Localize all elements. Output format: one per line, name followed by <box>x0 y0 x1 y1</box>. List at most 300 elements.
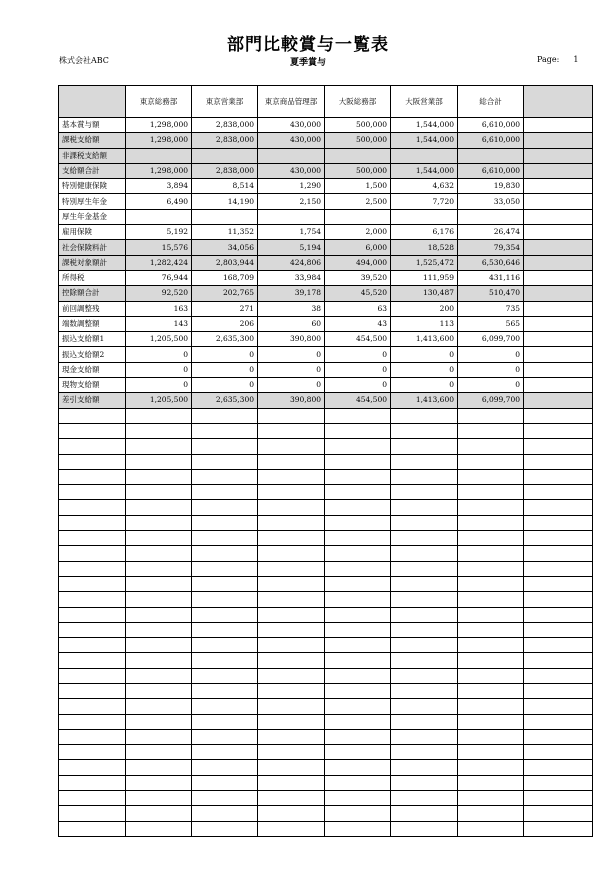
value-cell: 500,000 <box>325 118 391 133</box>
empty-cell <box>391 439 458 454</box>
empty-cell <box>325 683 391 698</box>
empty-cell <box>458 638 524 653</box>
value-cell: 168,709 <box>192 270 258 285</box>
empty-cell <box>325 592 391 607</box>
empty-cell <box>458 668 524 683</box>
empty-cell <box>391 699 458 714</box>
empty-cell <box>192 561 258 576</box>
empty-cell <box>126 485 192 500</box>
empty-cell <box>524 683 593 698</box>
table-row <box>59 286 593 301</box>
empty-cell <box>325 699 391 714</box>
extra-cell <box>524 393 593 408</box>
value-cell: 510,470 <box>458 286 524 301</box>
page-indicator <box>537 55 578 64</box>
table-header-row <box>59 86 593 118</box>
empty-cell <box>192 531 258 546</box>
empty-cell <box>391 775 458 790</box>
empty-cell <box>258 423 325 438</box>
empty-cell <box>192 791 258 806</box>
row-label: 現物支給額 <box>59 378 126 393</box>
value-cell <box>391 148 458 163</box>
empty-cell <box>325 576 391 591</box>
value-cell: 19,830 <box>458 179 524 194</box>
empty-cell <box>59 622 126 637</box>
empty-row <box>59 653 593 668</box>
empty-cell <box>524 760 593 775</box>
value-cell: 14,190 <box>192 194 258 209</box>
row-label: 支給額合計 <box>59 163 126 178</box>
value-cell: 1,298,000 <box>126 118 192 133</box>
empty-cell <box>192 638 258 653</box>
empty-cell <box>391 760 458 775</box>
empty-cell <box>192 454 258 469</box>
empty-cell <box>458 607 524 622</box>
value-cell: 18,528 <box>391 240 458 255</box>
empty-cell <box>325 454 391 469</box>
empty-cell <box>126 454 192 469</box>
value-cell: 33,984 <box>258 270 325 285</box>
value-cell: 60 <box>258 316 325 331</box>
empty-cell <box>391 485 458 500</box>
empty-cell <box>458 729 524 744</box>
empty-cell <box>524 775 593 790</box>
empty-cell <box>325 469 391 484</box>
header-corner-cell <box>59 86 126 118</box>
row-label: 差引支給額 <box>59 393 126 408</box>
value-cell: 1,413,600 <box>391 393 458 408</box>
value-cell: 1,290 <box>258 179 325 194</box>
empty-cell <box>458 775 524 790</box>
empty-cell <box>325 439 391 454</box>
empty-cell <box>258 760 325 775</box>
empty-cell <box>192 729 258 744</box>
value-cell: 0 <box>192 347 258 362</box>
column-header: 東京営業部 <box>192 86 258 118</box>
table-row <box>59 179 593 194</box>
empty-cell <box>126 408 192 423</box>
value-cell: 39,178 <box>258 286 325 301</box>
empty-row <box>59 791 593 806</box>
empty-cell <box>192 439 258 454</box>
empty-cell <box>258 531 325 546</box>
value-cell: 2,635,300 <box>192 393 258 408</box>
empty-cell <box>59 423 126 438</box>
empty-cell <box>126 500 192 515</box>
value-cell: 111,959 <box>391 270 458 285</box>
value-cell: 0 <box>458 347 524 362</box>
value-cell: 7,720 <box>391 194 458 209</box>
empty-cell <box>458 485 524 500</box>
empty-row <box>59 546 593 561</box>
empty-cell <box>258 408 325 423</box>
empty-cell <box>59 775 126 790</box>
value-cell: 3,894 <box>126 179 192 194</box>
value-cell: 0 <box>258 347 325 362</box>
empty-cell <box>59 653 126 668</box>
empty-row <box>59 760 593 775</box>
empty-cell <box>126 469 192 484</box>
empty-cell <box>391 668 458 683</box>
empty-cell <box>524 745 593 760</box>
value-cell: 43 <box>325 316 391 331</box>
value-cell: 2,838,000 <box>192 163 258 178</box>
empty-cell <box>458 408 524 423</box>
value-cell: 1,282,424 <box>126 255 192 270</box>
value-cell: 76,944 <box>126 270 192 285</box>
empty-row <box>59 408 593 423</box>
empty-cell <box>126 561 192 576</box>
empty-row <box>59 469 593 484</box>
empty-cell <box>192 653 258 668</box>
empty-cell <box>391 423 458 438</box>
value-cell: 0 <box>192 378 258 393</box>
value-cell: 1,544,000 <box>391 163 458 178</box>
extra-cell <box>524 118 593 133</box>
empty-cell <box>59 454 126 469</box>
value-cell: 0 <box>126 347 192 362</box>
empty-cell <box>524 714 593 729</box>
empty-cell <box>524 546 593 561</box>
empty-cell <box>458 806 524 821</box>
empty-cell <box>325 760 391 775</box>
value-cell: 33,050 <box>458 194 524 209</box>
empty-cell <box>126 760 192 775</box>
empty-cell <box>59 485 126 500</box>
value-cell: 79,354 <box>458 240 524 255</box>
empty-cell <box>192 745 258 760</box>
row-label: 控除額合計 <box>59 286 126 301</box>
empty-cell <box>524 607 593 622</box>
empty-cell <box>391 729 458 744</box>
empty-cell <box>126 791 192 806</box>
empty-cell <box>325 500 391 515</box>
empty-cell <box>59 668 126 683</box>
value-cell: 8,514 <box>192 179 258 194</box>
value-cell: 0 <box>258 362 325 377</box>
column-header: 総合計 <box>458 86 524 118</box>
empty-row <box>59 500 593 515</box>
empty-cell <box>258 806 325 821</box>
value-cell: 63 <box>325 301 391 316</box>
value-cell: 130,487 <box>391 286 458 301</box>
empty-cell <box>325 423 391 438</box>
empty-cell <box>458 592 524 607</box>
empty-cell <box>59 531 126 546</box>
empty-cell <box>524 806 593 821</box>
empty-cell <box>258 485 325 500</box>
empty-cell <box>258 515 325 530</box>
empty-cell <box>458 760 524 775</box>
empty-cell <box>391 500 458 515</box>
empty-row <box>59 821 593 836</box>
empty-cell <box>524 500 593 515</box>
value-cell <box>458 209 524 224</box>
extra-cell <box>524 209 593 224</box>
row-label: 雇用保険 <box>59 225 126 240</box>
value-cell: 1,413,600 <box>391 332 458 347</box>
table-row <box>59 133 593 148</box>
empty-cell <box>524 454 593 469</box>
empty-cell <box>458 821 524 836</box>
empty-cell <box>524 531 593 546</box>
empty-cell <box>325 791 391 806</box>
empty-cell <box>126 653 192 668</box>
row-label: 課税対象額計 <box>59 255 126 270</box>
value-cell: 390,800 <box>258 393 325 408</box>
empty-row <box>59 576 593 591</box>
value-cell: 1,525,472 <box>391 255 458 270</box>
value-cell: 430,000 <box>258 133 325 148</box>
value-cell: 206 <box>192 316 258 331</box>
empty-row <box>59 485 593 500</box>
empty-cell <box>258 454 325 469</box>
value-cell: 6,610,000 <box>458 163 524 178</box>
bonus-comparison-table <box>58 85 593 837</box>
value-cell: 202,765 <box>192 286 258 301</box>
empty-cell <box>524 592 593 607</box>
table-row <box>59 148 593 163</box>
empty-cell <box>192 469 258 484</box>
table-row <box>59 332 593 347</box>
value-cell <box>325 209 391 224</box>
empty-cell <box>192 760 258 775</box>
empty-cell <box>258 791 325 806</box>
empty-cell <box>192 806 258 821</box>
value-cell: 2,150 <box>258 194 325 209</box>
empty-cell <box>391 408 458 423</box>
value-cell <box>192 148 258 163</box>
empty-cell <box>391 683 458 698</box>
empty-cell <box>258 668 325 683</box>
empty-cell <box>524 791 593 806</box>
column-header: 東京総務部 <box>126 86 192 118</box>
empty-cell <box>126 638 192 653</box>
empty-cell <box>325 515 391 530</box>
empty-cell <box>524 653 593 668</box>
empty-cell <box>325 653 391 668</box>
empty-row <box>59 683 593 698</box>
value-cell: 5,192 <box>126 225 192 240</box>
empty-cell <box>524 638 593 653</box>
value-cell: 6,610,000 <box>458 133 524 148</box>
empty-cell <box>59 592 126 607</box>
value-cell: 0 <box>192 362 258 377</box>
value-cell: 1,298,000 <box>126 133 192 148</box>
empty-cell <box>192 546 258 561</box>
value-cell: 6,490 <box>126 194 192 209</box>
value-cell: 500,000 <box>325 133 391 148</box>
value-cell: 6,000 <box>325 240 391 255</box>
empty-cell <box>59 699 126 714</box>
value-cell: 113 <box>391 316 458 331</box>
value-cell: 0 <box>391 378 458 393</box>
empty-cell <box>458 576 524 591</box>
empty-cell <box>192 592 258 607</box>
empty-cell <box>524 622 593 637</box>
value-cell: 454,500 <box>325 332 391 347</box>
value-cell: 271 <box>192 301 258 316</box>
empty-row <box>59 668 593 683</box>
empty-cell <box>192 622 258 637</box>
empty-cell <box>391 576 458 591</box>
empty-cell <box>325 408 391 423</box>
empty-row <box>59 729 593 744</box>
empty-cell <box>458 439 524 454</box>
empty-cell <box>524 469 593 484</box>
value-cell: 2,803,944 <box>192 255 258 270</box>
value-cell: 430,000 <box>258 118 325 133</box>
value-cell: 500,000 <box>325 163 391 178</box>
value-cell: 38 <box>258 301 325 316</box>
empty-cell <box>59 546 126 561</box>
empty-cell <box>391 653 458 668</box>
value-cell: 0 <box>325 347 391 362</box>
empty-cell <box>458 515 524 530</box>
table-row <box>59 163 593 178</box>
value-cell: 565 <box>458 316 524 331</box>
empty-cell <box>192 668 258 683</box>
value-cell: 163 <box>126 301 192 316</box>
empty-cell <box>524 821 593 836</box>
empty-row <box>59 775 593 790</box>
empty-cell <box>391 607 458 622</box>
value-cell: 2,838,000 <box>192 133 258 148</box>
empty-cell <box>391 515 458 530</box>
value-cell <box>258 148 325 163</box>
empty-cell <box>126 699 192 714</box>
empty-cell <box>325 821 391 836</box>
extra-cell <box>524 225 593 240</box>
value-cell: 1,544,000 <box>391 133 458 148</box>
empty-cell <box>458 714 524 729</box>
extra-cell <box>524 240 593 255</box>
empty-row <box>59 515 593 530</box>
empty-cell <box>192 423 258 438</box>
empty-cell <box>391 531 458 546</box>
extra-cell <box>524 286 593 301</box>
value-cell: 0 <box>391 362 458 377</box>
table-row <box>59 225 593 240</box>
empty-cell <box>325 561 391 576</box>
empty-cell <box>391 806 458 821</box>
empty-cell <box>126 607 192 622</box>
empty-cell <box>391 791 458 806</box>
empty-cell <box>59 745 126 760</box>
value-cell <box>391 209 458 224</box>
empty-cell <box>192 500 258 515</box>
empty-cell <box>59 576 126 591</box>
extra-cell <box>524 194 593 209</box>
row-label: 厚生年金基金 <box>59 209 126 224</box>
value-cell: 454,500 <box>325 393 391 408</box>
empty-cell <box>59 439 126 454</box>
value-cell <box>325 148 391 163</box>
value-cell: 39,520 <box>325 270 391 285</box>
empty-cell <box>458 454 524 469</box>
empty-cell <box>59 561 126 576</box>
empty-cell <box>325 668 391 683</box>
row-label: 社会保険料計 <box>59 240 126 255</box>
extra-cell <box>524 316 593 331</box>
empty-row <box>59 699 593 714</box>
value-cell: 6,530,646 <box>458 255 524 270</box>
value-cell: 4,632 <box>391 179 458 194</box>
row-label: 現金支給額 <box>59 362 126 377</box>
extra-cell <box>524 362 593 377</box>
empty-cell <box>258 683 325 698</box>
empty-cell <box>59 607 126 622</box>
empty-cell <box>325 729 391 744</box>
empty-cell <box>59 683 126 698</box>
empty-cell <box>458 423 524 438</box>
empty-cell <box>458 683 524 698</box>
empty-cell <box>325 622 391 637</box>
extra-cell <box>524 255 593 270</box>
value-cell <box>458 148 524 163</box>
value-cell: 2,500 <box>325 194 391 209</box>
report-subtitle: 夏季賞与 <box>289 58 326 68</box>
empty-cell <box>126 668 192 683</box>
value-cell: 6,099,700 <box>458 393 524 408</box>
extra-cell <box>524 133 593 148</box>
empty-cell <box>258 775 325 790</box>
extra-cell <box>524 270 593 285</box>
value-cell: 34,056 <box>192 240 258 255</box>
column-header: 大阪総務部 <box>325 86 391 118</box>
empty-cell <box>192 515 258 530</box>
extra-cell <box>524 148 593 163</box>
value-cell: 200 <box>391 301 458 316</box>
empty-cell <box>325 775 391 790</box>
empty-row <box>59 439 593 454</box>
empty-row <box>59 714 593 729</box>
value-cell: 6,610,000 <box>458 118 524 133</box>
row-label: 端数調整額 <box>59 316 126 331</box>
row-label: 振込支給額2 <box>59 347 126 362</box>
empty-cell <box>258 607 325 622</box>
empty-cell <box>391 469 458 484</box>
empty-cell <box>524 576 593 591</box>
empty-cell <box>126 775 192 790</box>
empty-cell <box>59 806 126 821</box>
empty-cell <box>524 729 593 744</box>
value-cell: 0 <box>391 347 458 362</box>
empty-cell <box>258 561 325 576</box>
empty-row <box>59 638 593 653</box>
value-cell: 6,099,700 <box>458 332 524 347</box>
value-cell: 0 <box>126 378 192 393</box>
page-number: 1 <box>573 55 579 64</box>
value-cell <box>126 148 192 163</box>
value-cell: 0 <box>258 378 325 393</box>
value-cell: 0 <box>126 362 192 377</box>
empty-cell <box>524 668 593 683</box>
table-row <box>59 378 593 393</box>
empty-row <box>59 607 593 622</box>
row-label: 前回調整残 <box>59 301 126 316</box>
empty-cell <box>258 439 325 454</box>
table-row <box>59 270 593 285</box>
empty-cell <box>258 821 325 836</box>
empty-cell <box>524 408 593 423</box>
empty-cell <box>391 622 458 637</box>
empty-cell <box>325 806 391 821</box>
page-label: Page: <box>537 55 560 64</box>
empty-cell <box>59 515 126 530</box>
value-cell: 0 <box>325 362 391 377</box>
row-label: 所得税 <box>59 270 126 285</box>
